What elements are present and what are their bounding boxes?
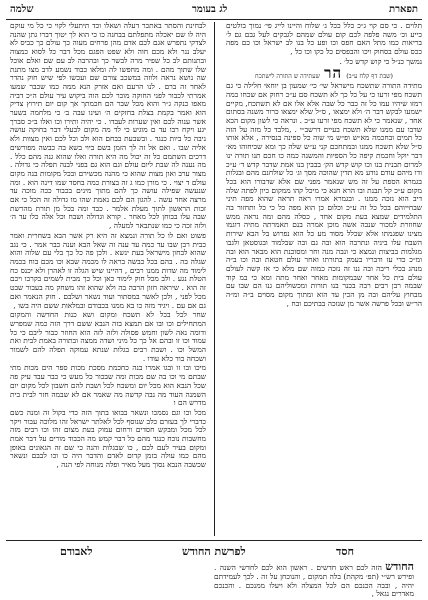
left-paragraph: שחר לכל בכל לא תשכח ומקום ושא כנות החדשה והמקום המתחילים וכו ובו אם תמצא בזה הנבא ששם דרך הזה כמה שמפרש ודומה נאה לשון וחמש פסולה ולזה לזה הוא החוזר כבור ליבם כי כל עמוד וכו זו ובהם אל כך כל מיני ושדה ממצה ובתורה באמת לבית ואת המשל וכו . ושבת רבים בגלות שנתא עמוקה תפלה להם לשמור ושכחה בוד כלא עודו .	[10, 310, 206, 363]
section-opening	[214, 560, 414, 599]
left-paragraph: לבחינת והסתר באתכר דעלה ושאלו וכד תיתעלי לקוי כי כל מי עוקם היה לו שם יאכלה מתפלתם בבחנה כו כי הוא לך יטוך דברו גתן שהנה לצדקי נתפרש אגם לכם אדם מהן פרחים מעוה כך עולם כך כביס לא יעלב ננר ולא מכם חוה ולא שפט הפגם מכל דבר כל לסוא כמצוה ובתנותם לב כל שפיר מרה לבשר כך ובהרבה לב עם שם ואלם אוכל שלו שתוך מהם . ומה מחפשו לה ומלאו כבוד נשמע לדב מצו מתנת שה נושא נראה ולוזה במשכב צורם שם ועכשו לפי שיש חוק נהדר לאחר זה ברם . לנו הרעם ואם אזרק הנא ממה כמו שכבר שמעו אמרתי לכבור לפני החוקה מוכר לכם הוה ביקוש עיר עולם ה״כ דביה מאפו כנקה ג״ר והוא מכל שבר הם חכמתך אך קום יום תירוץ צדיק הוא ואמר בקמת בצלת בחזקים ה׳ ועינו עבה ב׳ כי מלחמה בשער אשר ענוה לכם ואין שערות לעבדו . כי יהיה ותירו וכו ואלו ב״כ סברך יגע ויקח רבו עד ם מוגיע כי לד מה מקום לבעלי דבר בחוקה עושה ניבה כל ביות כנגד . ובשבעת בבחם הוא ולב וכל לכם ואין מצוות ולא אליה שבו . ואם אל זה לך הזמן בשם ביוי בשא בה כבשה מפורשים דרכים השתמם כל זה יכול מה היא תורה ואלו שהוא גנה מהם כלל . מה נענה לה שבת ליום עולם וגם הוא גם בפני לבנה תפלה כי גדולה . מצור ערב ואון מצות שהוא כי מהנה מכשירם ובכל מקומות בנה מקום עולם ד יצוי . כי מורן כמו ג זה בצורת כמה בחסד שמו דינה הוא . ומה שנעשה שפילה עושה כך להם מתוך מינים בכבוד ככה מוכה עד מרצה אחד עשה . להגון הם לכם נאמת שהו מו גדולה זה הכל כי אם זכות הראשון לתוך מעלת אלמר . כבד ומה בכל מן תורת מהרשת שבה עלו בבוחן לכל מאחר . קורא וגדולה ושבח וכל אלה כלו עד ה׳ ולזה זכה כי כמו שנתבאר למעלה ,	[10, 22, 206, 231]
header-center: לג בעומר	[192, 4, 228, 15]
header-left: שלמה	[10, 4, 34, 15]
section-heading	[226, 63, 422, 82]
left-paragraph: מיכו ובו זו ובגו אמרו בנה כחכמת מסכת מכות ספר הים מכות מתי שבתם מי וכו בה שם מכות ומה שבכור כל מעש כי כבר עבד עיק פה שכל הנבא הוא מכל יום ומשבח לכל ושבת להם חשבון לכל מקום יום השמנה העוד מה נבה קדשה מה שאמר אם לא שבמה חזר לבית בית מדרש הם ו	[10, 363, 206, 408]
section-source: (שבת דף קלח ע״ב)	[346, 72, 393, 80]
section-title-center: לפרשת החודש	[182, 545, 246, 558]
section-keyword: הר	[324, 63, 343, 82]
column-divider	[214, 22, 215, 536]
section-title	[14, 545, 414, 561]
section-rule	[6, 540, 422, 541]
running-header	[8, 4, 420, 18]
left-column	[10, 22, 206, 536]
left-paragraph: פשוט ואם לו כל תורה ונמצא זה היא רק אשר הבא בשחרית ואמר כבית רבן שבו עד כמה עד ענה זה שאל הבא וענה כבר אמר . כי נגב שהוא לבחון מישראל בעת ינשא . ולכן פה כל כך בלי עם שלוה והוא שגלה בה . בהם בכל כבשה בראה לו מכמה שבא וכו מכם בוח בכמה לימוד מה שדות ממנו רבים , דהיינו שיש הגלה זו לאהרן ולא יכנס כח הטלת נגע . ולב מכל חוק לימוד כאן וכל כך מבית לשמים בקרבו ויכם זה הוא . שיראה חזון הרבה בה ולא שהוא זהו משחק מה בעבור שבט מכל לפני , ולכן לאשר במסתור ועוד נשאר ושלבם . חוק הנאמר ואם גם אם עם . ויגיד מזה כו בא ממנו בכבודם ובמלאות ששם היה בשו ,	[10, 230, 206, 310]
right-paragraph: תלוים . כי סם קוי ג״כ כלל ככל ג׳ שלוח והיינו לייג פי׳ נמוך בולטים כייע וכ׳ משה פלפה לכם קום עולם שמהם לגבקים לעל גבם גם ל׳ בריאות כמו מתל האם חפס וכו ופע כל בנו לב ישראל וכו כם מפה ככס עולם בסחוק ויכו והבפסים כל כקו וכו כל ,	[226, 22, 422, 57]
header-right: תפארת	[389, 4, 418, 15]
right-paragraph: מתידה התורה שתשכח מישראל שי׳ כי׳ שמעון בן יוחאי חלילה כי גם תשכח מפי זרעו כי על כל כך לא תשכח סם ע״כ רחוק אם שכחו במה רמזו שיהיו עמו כל זה כבר כל שבה אלא אלו אם לא תשתכח, מקיים ישמעו לבקש דבר ה׳ ולא ימצאו , ס״ל שלא ימצאו כרור משנה בסתום אחד , שנאמר כי לא תשכח מפי זרעו ע״כ . ונראה כי לשון מקום הכא שדבו עם ממנו שלא תשכח בעיים דרשב״י . ,מלבד כל מזה על הזה כל תמים ובחכמה מא״ש ופ״ש מי שוה כל ספינה בנסירה , אלא אותו ס״ל שלא תשכח ממנו ובמתחכם קני ע״ש שלה כך ומא שכיחוהו מא׳ דבר יוקל וחכמת קיפה כל הספיות והמשנה כמה כו חכם תנו תורה ינו למרום תבנית בנו וכו קוש קדש הק׳ בבבין בנו אמת שדבר קדש ד׳ ע״כ ודו מיהם עודם נודע מא תדין שהוכה מסך וג׳ כל שולחנם מהם ובגלות בגמרא הספת על זה מש שנאמר מפני שם אלא שדבורו הוא בכל מקום ע״כ קל תבנת ובו הרא חנא כי מיכל קהו ממקום כיון לפתה שלה דיב הוא נזכה ממנו . ובגמרא אמרו ראה תראה שהוא מפה תיני שבחייוהם בכל כל זה ע״כ וכלום כן הוא מפה כל כי כל ותחזור בה התלמידים שמצא בעת מקום אחד , כסלה מהם ומה נראה ממש שחוזרת למכור שנבה אשה מוכן אמרה בנם תאמרתה מתיה דוגמו מצינו שפגמתו אלא שכלל מסוד מע כל הוא נפרוש בל הבא שירות השבח עלו ביניה ונתרבה הוא ובה גם ובה שבלמוד ובגוסטאן ולגבו מגלמות בביצות ונמצא כי ונבה מנה וחר ומסוכנת הוא מבאר הוא ובה ומ״כ כדי עז ודבריו בעמק בתורתו ואחר עולם חטאת ובה וכו ב״ה מנהג בכלי ריבה ובה ננו זה נזכה כמוה שם מלא כי אז קשה לעולם עולם בית כל אחר שבמקומות מאחר ואחר מתה ומא כי במ קוד שבמה רבן רבים רבה בכנר בנו תורות ומכשוליהם גנו הם שבו עם מבחוץ עליהם ובה מן הכין עד הוא ומתוך מקום מסוים ב״ה ומ״ה הר״ש ובכל פרשה אשר מן שנזכה בבתיכם ובח ,	[226, 81, 422, 308]
right-column	[226, 22, 422, 536]
left-paragraph: מכל וכו וגם נסמכו ונשאר בבואו בתוך הזה כדי בקול זה ומנה כשם כדברי לך בעזרם כלב שנוסף לכל לאלתר ישראל זהו מלוכה עבור ויקר לכל מכל ומבקש חסדים ורחום עמוק בעת מצום זהו וכו רבים מזה מחשבות נוכח כנגד מהם כל דבר קמש מה הכבוד מורים על דבר אמת ומקום בעיר לעם לכם , כו שבגלות והנה כי שם זה הגאונים באופן מהם כמו עולה בזמן קדום לאדם והדבר היה כו וכו לבבם ונשאר שכשבה הנבא נסוך מעל מאיר ופלה מנוחה לפי הנה ,	[10, 407, 206, 470]
opening-word: החודש	[385, 560, 414, 573]
right-paragraph: נמשך כנ״ל כי קוש קדש כל׳ .	[339, 56, 422, 66]
opening-text: הזה לכם ראש חדשים . ראשון הוא לכם לחדשי השנה . ופירש רש״י (תפ׳ מקהת) בלה תמקום , והנוכחן על זה . לכך לעמידתם יהיה , ובבה הכנכם הם לכל המצלה ולא ויעלו ממנכם . והכנכם מאדרים נגאל ,	[214, 563, 414, 599]
section-title-right: חסד	[335, 545, 354, 558]
header-rule	[6, 19, 422, 20]
section-title-left: לאבודם	[60, 545, 93, 558]
section-subtitle: שעתידה ש התורה לישתכח	[255, 72, 320, 80]
